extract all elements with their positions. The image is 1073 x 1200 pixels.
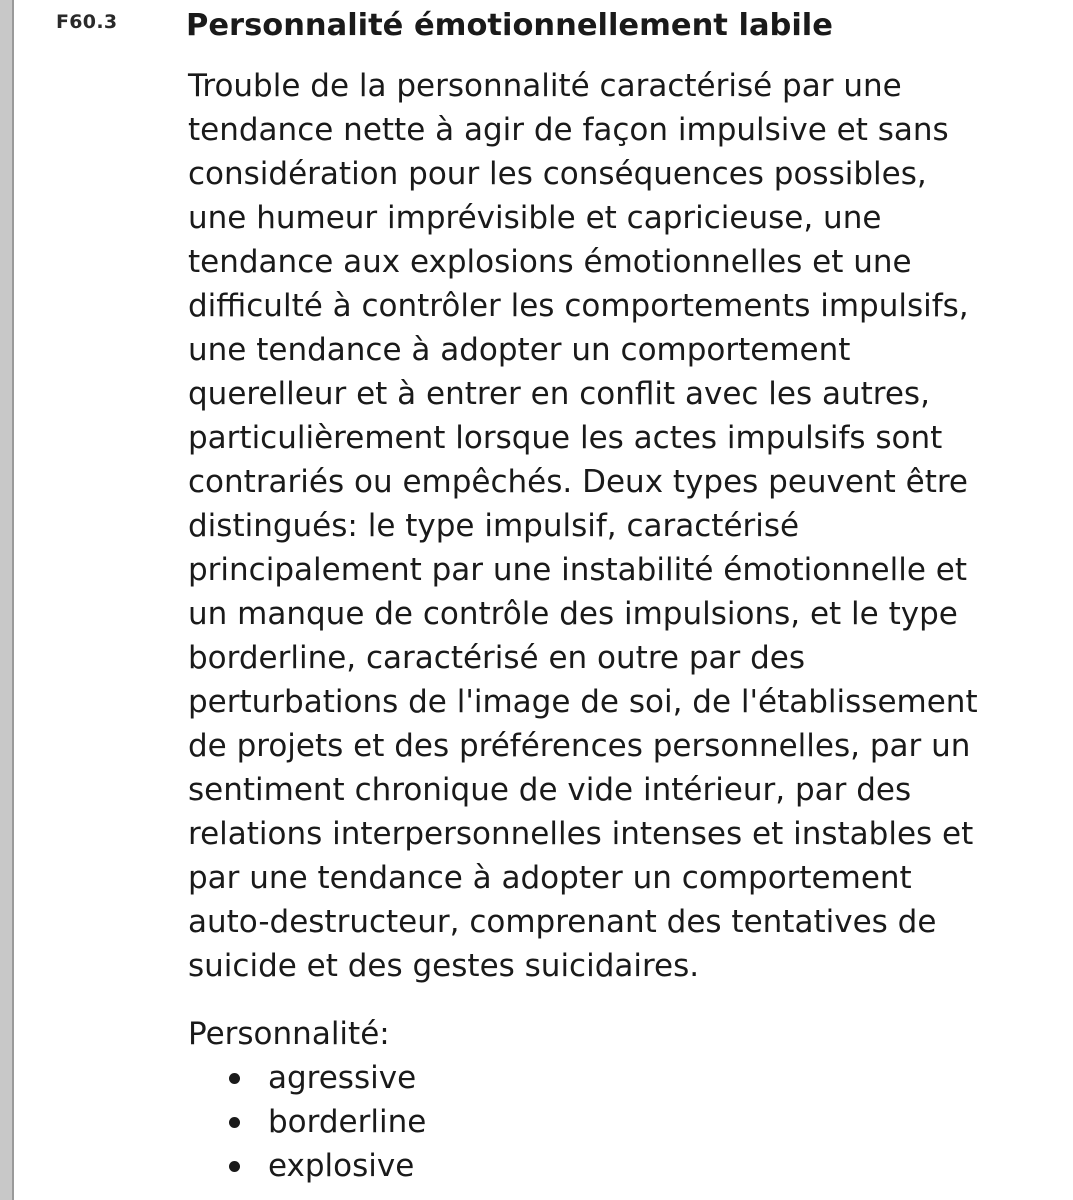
description-line: un manque de contrôle des impulsions, et le type	[188, 596, 958, 632]
list-item	[188, 1056, 426, 1100]
description-line: perturbations de l'image de soi, de l'établissement	[188, 684, 978, 720]
description-line: principalement par une instabilité émotionnelle et	[188, 552, 967, 588]
description-line: borderline, caractérisé en outre par des	[188, 640, 805, 676]
diagnosis-code: F60.3	[56, 11, 118, 33]
list-item-text: agressive	[268, 1060, 417, 1096]
list-item-text: explosive	[268, 1148, 415, 1184]
left-border-line	[12, 0, 14, 1200]
list-item	[188, 1100, 426, 1144]
list-item	[188, 1144, 426, 1188]
description-line: par une tendance à adopter un comportement	[188, 860, 912, 896]
description-line: une tendance à adopter un comportement	[188, 332, 851, 368]
description-line: auto-destructeur, comprenant des tentatives de	[188, 904, 937, 940]
inclusion-label: Personnalité:	[188, 1016, 390, 1052]
description-line: de projets et des préférences personnelles, par un	[188, 728, 971, 764]
bullet-icon	[229, 1073, 240, 1084]
bullet-icon	[229, 1161, 240, 1172]
description-line: contrariés ou empêchés. Deux types peuvent être	[188, 464, 968, 500]
left-border	[0, 0, 12, 1200]
description-line: Trouble de la personnalité caractérisé par une	[188, 68, 902, 104]
description-line: suicide et des gestes suicidaires.	[188, 948, 700, 984]
list-item-text: borderline	[268, 1104, 427, 1140]
diagnosis-description	[188, 64, 1068, 988]
bullet-icon	[229, 1117, 240, 1128]
inclusion-list	[188, 1056, 426, 1188]
description-line: considération pour les conséquences possibles,	[188, 156, 927, 192]
description-line: sentiment chronique de vide intérieur, par des	[188, 772, 912, 808]
diagnosis-title: Personnalité émotionnellement labile	[186, 8, 833, 43]
description-line: querelleur et à entrer en conflit avec les autres,	[188, 376, 930, 412]
description-line: une humeur imprévisible et capricieuse, une	[188, 200, 882, 236]
description-line: particulièrement lorsque les actes impulsifs sont	[188, 420, 943, 456]
description-line: difficulté à contrôler les comportements impulsifs,	[188, 288, 969, 324]
description-line: relations interpersonnelles intenses et instables et	[188, 816, 974, 852]
description-line: tendance aux explosions émotionnelles et une	[188, 244, 912, 280]
description-line: tendance nette à agir de façon impulsive et sans	[188, 112, 949, 148]
description-line: distingués: le type impulsif, caractérisé	[188, 508, 800, 544]
